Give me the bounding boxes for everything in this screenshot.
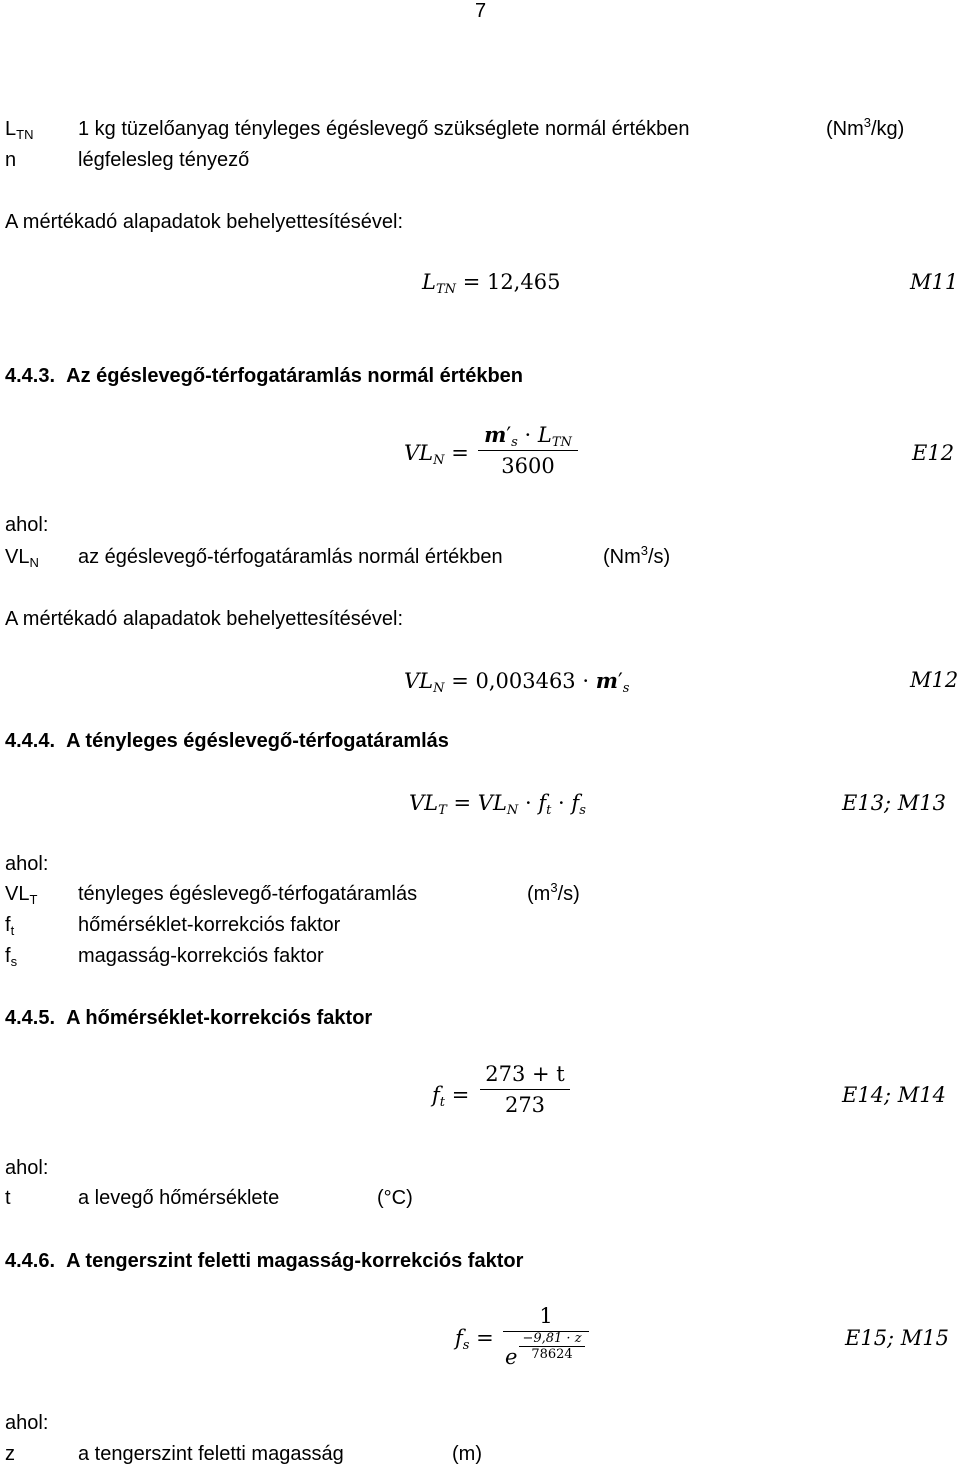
def-desc-ft: hőmérséklet-korrekciós faktor <box>78 914 341 936</box>
section-heading-445: 4.4.5. A hőmérséklet-korrekciós faktor <box>5 1007 373 1029</box>
equation-tag-e12: E12 <box>912 441 955 465</box>
ahol-label-4: ahol: <box>5 1412 49 1434</box>
def-desc-t: a levegő hőmérséklete <box>78 1187 280 1209</box>
page-number: 7 <box>475 0 487 22</box>
equation-tag-e14: E14; M14 <box>842 1083 947 1107</box>
def-symbol-vlt: $VL_T$ <box>5 883 38 907</box>
def-desc-z: a tengerszint feletti magasság <box>78 1443 344 1465</box>
equation-tag-e13: E13; M13 <box>842 791 947 815</box>
equation-e14-lhs: $f_t$ = <box>432 1083 470 1110</box>
def-symbol-vln: $VL_N$ <box>5 546 39 570</box>
section-heading-443: 4.4.3. Az égéslevegő-térfogatáramlás normál értékben <box>5 365 523 387</box>
def-desc-vln: az égéslevegő-térfogatáramlás normál értékben <box>78 546 503 568</box>
substitution-text: A mértékadó alapadatok behelyettesítésével: <box>5 211 404 233</box>
equation-e12-fraction: $m'_s \cdot L_{TN}$ 3600 <box>478 422 578 478</box>
def-desc-vlt: tényleges égéslevegő-térfogatáramlás <box>78 883 418 905</box>
def-unit-z: (m) <box>452 1443 482 1465</box>
def-desc-n: légfelesleg tényező <box>78 149 250 171</box>
equation-e15-fraction: 1 e −9,81 · z 78624 <box>503 1304 589 1365</box>
ahol-label-1: ahol: <box>5 514 49 536</box>
section-heading-444: 4.4.4. A tényleges égéslevegő-térfogatáramlás <box>5 730 449 752</box>
def-symbol-t: t <box>5 1187 11 1209</box>
equation-e14-fraction: 273 + t 273 <box>480 1062 570 1117</box>
def-symbol-z: z <box>5 1443 15 1465</box>
def-symbol-n: n <box>5 149 17 171</box>
equation-e15-lhs: $f_s$ = <box>455 1326 494 1353</box>
section-heading-446: 4.4.6. A tengerszint feletti magasság-korrekciós faktor <box>5 1250 524 1272</box>
def-desc-fs: magasság-korrekciós faktor <box>78 945 324 967</box>
def-symbol-ft: $f_t$ <box>5 914 15 938</box>
equation-tag-m11: M11 <box>910 270 959 294</box>
ahol-label-3: ahol: <box>5 1157 49 1179</box>
def-symbol-ltn: $L_{TN}$ <box>5 118 34 142</box>
equation-m12: $VL_N = 0,003463 \cdot m'_s$ <box>404 668 630 696</box>
equation-e12-lhs: $VL_N$ = <box>404 441 469 468</box>
def-desc-ltn: 1 kg tüzelőanyag tényleges égéslevegő szükséglete normál értékben <box>78 118 690 140</box>
ahol-label-2: ahol: <box>5 853 49 875</box>
equation-m11: $L_{TN} = 12,465$ <box>422 270 561 297</box>
def-unit-vlt: $(m^3/s)$ <box>527 880 580 905</box>
substitution-text-2: A mértékadó alapadatok behelyettesítésével: <box>5 608 404 630</box>
def-symbol-fs: $f_s$ <box>5 945 18 969</box>
def-unit-ltn: (Nm$^3$/kg) <box>826 115 905 140</box>
equation-tag-e15: E15; M15 <box>845 1326 950 1350</box>
equation-e13: $VL_T = VL_N \cdot f_t \cdot f_s$ <box>409 791 586 818</box>
equation-tag-m12: M12 <box>910 668 959 692</box>
def-unit-vln: (Nm$^3$/s) <box>603 543 671 568</box>
def-unit-t: (°C) <box>377 1187 413 1209</box>
